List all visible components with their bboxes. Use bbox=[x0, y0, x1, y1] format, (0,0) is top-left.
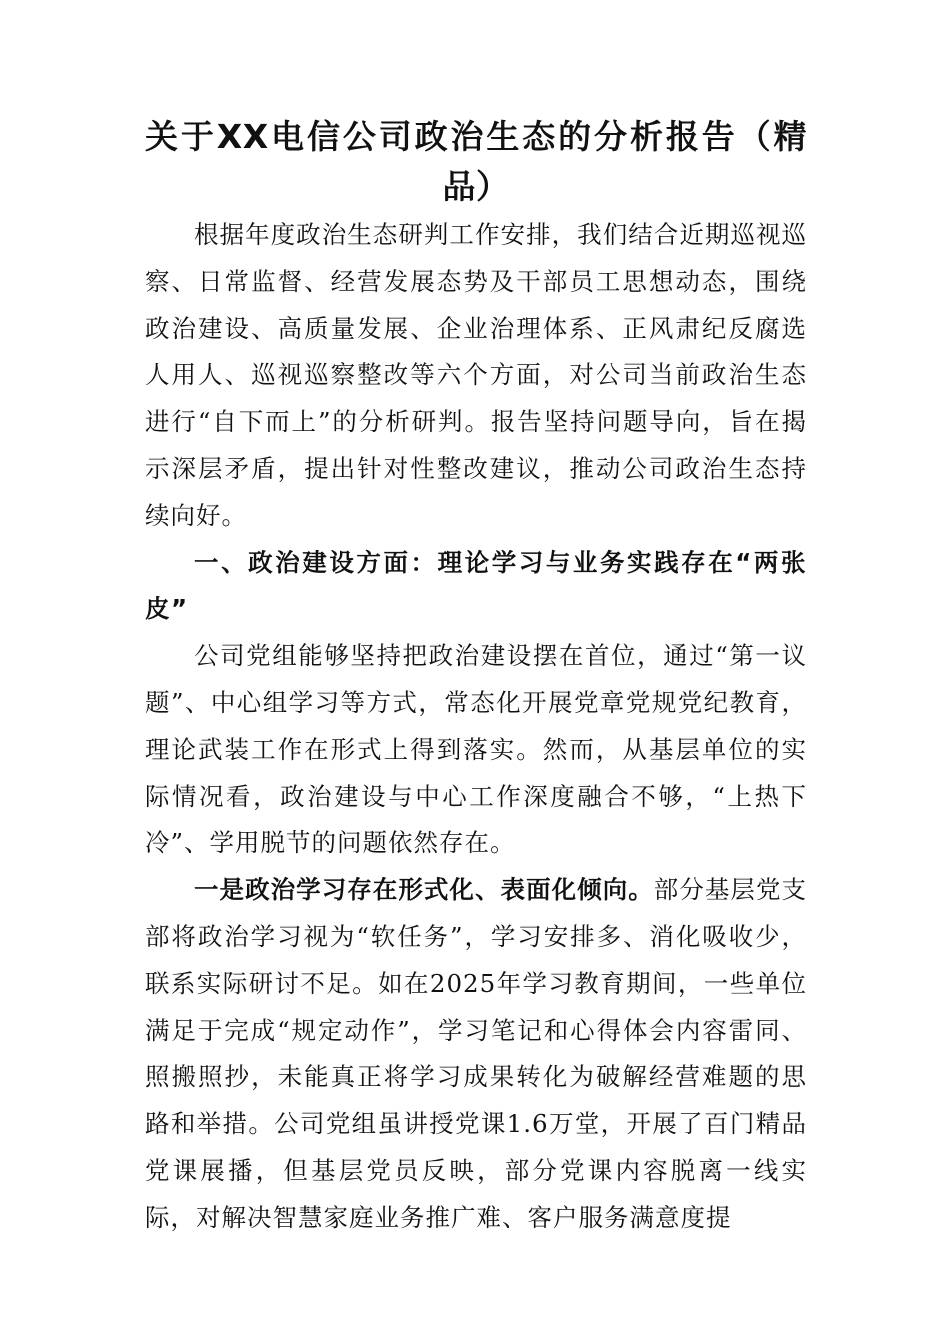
point-lead: 一是政治学习存在形式化、表面化倾向。 bbox=[194, 875, 654, 905]
intro-paragraph: 根据年度政治生态研判工作安排，我们结合近期巡视巡察、日常监督、经营发展态势及干部员工思想动态，围绕政治建设、高质量发展、企业治理体系、正风肃纪反腐选人用人、巡视巡察整改等六个方面，对公司当前政治生态进行“自下而上”的分析研判。报告坚持问题导向，旨在揭示深层矛盾，提出针对性整改建议，推动公司政治生态持续向好。 bbox=[145, 220, 807, 530]
point-text: 部分基层党支部将政治学习视为“软任务”，学习安排多、消化吸收少，联系实际研讨不足。如在2025年学习教育期间，一些单位满足于完成“规定动作”，学习笔记和心得体会内容雷同、照搬照抄，未能真正将学习成果转化为破解经营难题的思路和举措。公司党组虽讲授党课1.6万堂，开展了百门精品党课展播，但基层党员反映，部分党课内容脱离一线实际，对解决智慧家庭业务推广难、客户服务满意度提 bbox=[145, 875, 807, 1232]
section-heading: 一、政治建设方面：理论学习与业务实践存在“两张皮” bbox=[145, 547, 807, 624]
document-title: 关于XX电信公司政治生态的分析报告（精品） bbox=[145, 117, 807, 206]
point-paragraph bbox=[145, 867, 807, 1241]
section-body-paragraph: 公司党组能够坚持把政治建设摆在首位，通过“第一议题”、中心组学习等方式，常态化开展党章党规党纪教育，理论武装工作在形式上得到落实。然而，从基层单位的实际情况看，政治建设与中心工作深度融合不够，“上热下冷”、学用脱节的问题依然存在。 bbox=[145, 641, 807, 858]
document-page bbox=[145, 112, 807, 1242]
